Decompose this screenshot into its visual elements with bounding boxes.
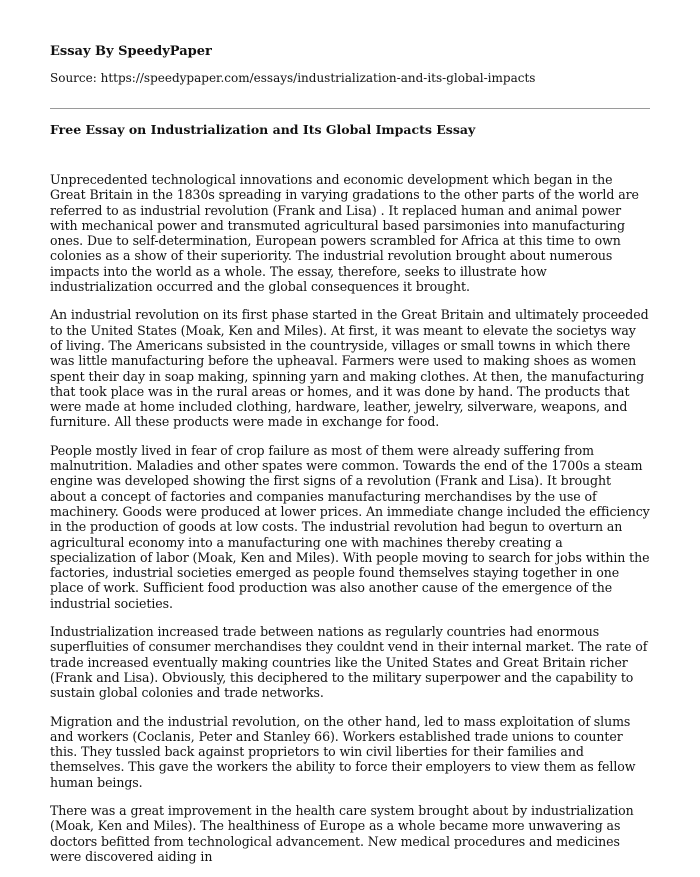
site-title: Essay By SpeedyPaper	[50, 44, 212, 59]
divider	[50, 108, 650, 109]
essay-body	[50, 172, 650, 877]
paragraph: Industrialization increased trade between nations as regularly countries had enormous superfluities of consumer merchandises they couldnt vend in their internal market. The rate of trade increased eventually making countries like the United States and Great Britain richer (Frank and Lisa). Obviously, this deciphered to the military superpower and the capability to sustain global colonies and trade networks.	[50, 624, 648, 701]
paragraph: Migration and the industrial revolution, on the other hand, led to mass exploitation of slums and workers (Coclanis, Peter and Stanley 66). Workers established trade unions to counter this. They tussled back against proprietors to win civil liberties for their families and themselves. This gave the workers the ability to force their employers to view them as fellow human beings.	[50, 713, 636, 790]
paragraph: An industrial revolution on its first phase started in the Great Britain and ultimately proceeded to the United States (Moak, Ken and Miles). At first, it was meant to elevate the societys way of living. The Americans subsisted in the countryside, villages or small towns in which there was little manufacturing before the upheaval. Farmers were used to making shoes as women spent their day in soap making, spinning yarn and making clothes. At then, the manufacturing that took place was in the rural areas or homes, and it was done by hand. The products that were made at home included clothing, hardware, leather, jewelry, silverware, weapons, and furniture. All these products were made in exchange for food.	[50, 307, 649, 430]
paragraph: There was a great improvement in the health care system brought about by industrialization (Moak, Ken and Miles). The healthiness of Europe as a whole became more unwavering as doctors befitted from technological advancement. New medical procedures and medicines were discovered aiding in	[50, 802, 634, 864]
paragraph: People mostly lived in fear of crop failure as most of them were already suffering from malnutrition. Maladies and other spates were common. Towards the end of the 1700s a steam engine was developed showing the first signs of a revolution (Frank and Lisa). It brought about a concept of factories and companies manufacturing merchandises by the use of machinery. Goods were produced at lower prices. An immediate change included the efficiency in the production of goods at low costs. The industrial revolution had begun to overturn an agricultural economy into a manufacturing one with machines thereby creating a specialization of labor (Moak, Ken and Miles). With people moving to search for jobs within the factories, industrial societies emerged as people found themselves staying together in one place of work. Sufficient food production was also another cause of the emergence of the industrial societies.	[50, 442, 650, 611]
essay-page	[50, 0, 650, 864]
source-line: Source: https://speedypaper.com/essays/industrialization-and-its-global-impacts	[50, 71, 536, 85]
essay-title: Free Essay on Industrialization and Its Global Impacts Essay	[50, 122, 476, 137]
paragraph: Unprecedented technological innovations and economic development which began in the Great Britain in the 1830s spreading in varying gradations to the other parts of the world are referred to as industrial revolution (Frank and Lisa) . It replaced human and animal power with mechanical power and transmuted agricultural based parsimonies into manufacturing ones. Due to self-determination, European powers scrambled for Africa at this time to own colonies as a show of their superiority. The industrial revolution brought about numerous impacts into the world as a whole. The essay, therefore, seeks to illustrate how industrialization occurred and the global consequences it brought.	[50, 172, 639, 295]
